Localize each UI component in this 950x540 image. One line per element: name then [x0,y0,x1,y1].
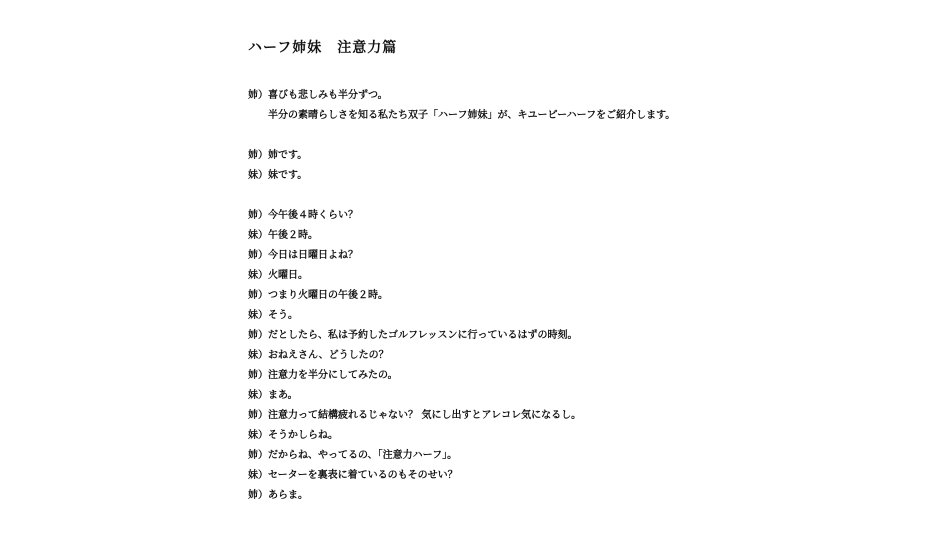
dialogue-text: 注意力を半分にしてみたの。 [268,370,398,381]
dialogue-line [248,386,898,406]
page-title: ハーフ姉妹 注意力篇 [248,40,398,56]
dialogue-text: セーターを裏表に着ているのもそのせい？ [268,470,458,481]
speaker-label: 妹） [248,350,268,361]
dialogue-line [248,266,898,286]
speaker-label: 姉） [248,250,268,261]
speaker-label: 姉） [248,410,268,421]
speaker-label: 妹） [248,270,268,281]
dialogue-text: だからね、やってるの、「注意力ハーフ」。 [268,450,458,461]
dialogue-text: 今日は日曜日よね？ [268,250,358,261]
speaker-label: 妹） [248,430,268,441]
dialogue-text: そうかしらね。 [268,430,338,441]
speaker-label: 姉） [248,210,268,221]
speaker-label: 妹） [248,390,268,401]
dialogue-text: 火曜日。 [268,270,308,281]
dialogue-line [248,146,898,166]
dialogue-line [248,286,898,306]
dialogue-line [248,346,898,366]
speaker-label: 妹） [248,230,268,241]
dialogue-line [248,306,898,326]
dialogue-line [248,466,898,486]
dialogue-block-intro [248,86,898,126]
dialogue-text: 今午後４時くらい？ [268,210,358,221]
dialogue-line [248,246,898,266]
speaker-label: 妹） [248,310,268,321]
dialogue-block-main [248,206,898,506]
speaker-label: 姉） [248,490,268,501]
dialogue-text: そう。 [268,310,298,321]
dialogue-text: 妹です。 [268,170,308,181]
dialogue-text: 注意力って結構疲れるじゃない？ 気にし出すとアレコレ気になるし。 [268,410,582,421]
dialogue-text: 姉です。 [268,150,308,161]
dialogue-text: 喜びも悲しみも半分ずつ。 [268,90,388,101]
speaker-label [248,106,268,126]
dialogue-line [248,226,898,246]
dialogue-line [248,366,898,386]
dialogue-line [248,166,898,186]
dialogue-text: あらま。 [268,490,308,501]
dialogue-text: 午後２時。 [268,230,318,241]
speaker-label: 姉） [248,290,268,301]
dialogue-line [248,106,898,126]
speaker-label: 姉） [248,330,268,341]
dialogue-line [248,206,898,226]
dialogue-line [248,446,898,466]
dialogue-line [248,86,898,106]
dialogue-block-greeting [248,146,898,186]
dialogue-text: 半分の素晴らしさを知る私たち双子「ハーフ姉妹」が、キユーピーハーフをご紹介します。 [268,110,676,121]
speaker-label: 姉） [248,150,268,161]
dialogue-line [248,486,898,506]
dialogue-text: だとしたら、私は予約したゴルフレッスンに行っているはずの時刻。 [268,330,578,341]
speaker-label: 姉） [248,90,268,101]
dialogue-line [248,426,898,446]
speaker-label: 姉） [248,370,268,381]
speaker-label: 妹） [248,170,268,181]
spacer [248,186,898,206]
speaker-label: 妹） [248,470,268,481]
dialogue-line [248,406,898,426]
speaker-label: 姉） [248,450,268,461]
dialogue-line [248,326,898,346]
document-page [248,38,898,506]
dialogue-text: つまり火曜日の午後２時。 [268,290,388,301]
spacer [248,126,898,146]
dialogue-text: まあ。 [268,390,298,401]
dialogue-text: おねえさん、どうしたの？ [268,350,389,361]
